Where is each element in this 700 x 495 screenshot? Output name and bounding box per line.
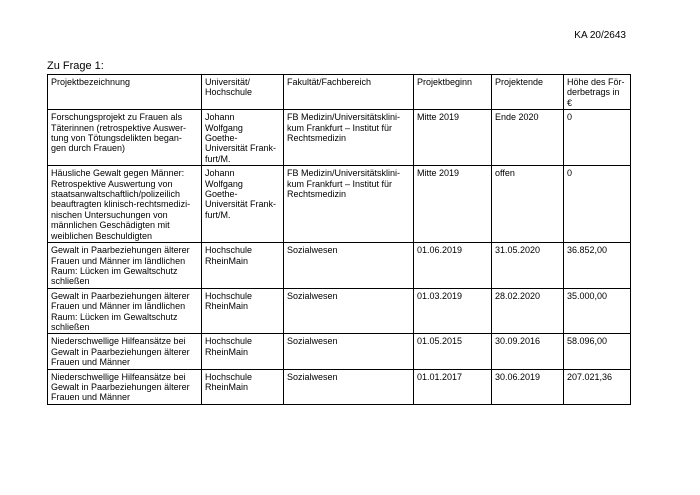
cell-funding-amount: 207.021,36 xyxy=(564,369,631,404)
cell-project-end: Ende 2020 xyxy=(492,110,564,166)
cell-faculty: Sozialwesen xyxy=(284,369,414,404)
table-row xyxy=(48,166,631,243)
header-funding-amount: Höhe des För- derbetrags in € xyxy=(564,75,631,110)
cell-project-name: Gewalt in Paarbeziehungen älterer Frauen und Männer im ländlichen Raum: Lücken im Gewaltschutz schließen xyxy=(48,243,202,289)
cell-project-start: Mitte 2019 xyxy=(414,110,492,166)
table-row xyxy=(48,369,631,404)
cell-project-start: 01.01.2017 xyxy=(414,369,492,404)
table-row xyxy=(48,288,631,334)
cell-project-name: Gewalt in Paarbeziehungen älterer Frauen und Männer im ländlichen Raum: Lücken im Gewaltschutz schließen xyxy=(48,288,202,334)
cell-university: Hochschule RheinMain xyxy=(202,243,284,289)
cell-university: Hochschule RheinMain xyxy=(202,334,284,369)
cell-faculty: Sozialwesen xyxy=(284,288,414,334)
cell-faculty: Sozialwesen xyxy=(284,334,414,369)
cell-university: Johann Wolfgang Goethe- Universität Frank- furt/M. xyxy=(202,166,284,243)
cell-project-start: 01.06.2019 xyxy=(414,243,492,289)
cell-funding-amount: 58.096,00 xyxy=(564,334,631,369)
header-project-start: Projektbeginn xyxy=(414,75,492,110)
cell-project-end: 30.09.2016 xyxy=(492,334,564,369)
cell-project-end: 31.05.2020 xyxy=(492,243,564,289)
header-faculty: Fakultät/Fachbereich xyxy=(284,75,414,110)
cell-funding-amount: 0 xyxy=(564,166,631,243)
header-university: Universität/ Hochschule xyxy=(202,75,284,110)
table-row xyxy=(48,243,631,289)
table-row xyxy=(48,110,631,166)
cell-project-start: 01.05.2015 xyxy=(414,334,492,369)
table-header-row xyxy=(48,75,631,110)
header-project-name: Projektbezeichnung xyxy=(48,75,202,110)
cell-funding-amount: 35.000,00 xyxy=(564,288,631,334)
cell-project-end: 28.02.2020 xyxy=(492,288,564,334)
cell-funding-amount: 36.852,00 xyxy=(564,243,631,289)
cell-university: Johann Wolfgang Goethe- Universität Frank- furt/M. xyxy=(202,110,284,166)
cell-university: Hochschule RheinMain xyxy=(202,369,284,404)
cell-project-start: Mitte 2019 xyxy=(414,166,492,243)
document-reference: KA 20/2643 xyxy=(574,30,626,41)
cell-project-name: Niederschwellige Hilfeansätze bei Gewalt in Paarbeziehungen älterer Frauen und Männer xyxy=(48,334,202,369)
cell-faculty: FB Medizin/Universitätsklini- kum Frankfurt – Institut für Rechtsmedizin xyxy=(284,166,414,243)
section-heading: Zu Frage 1: xyxy=(47,60,104,72)
projects-table xyxy=(47,74,631,405)
cell-project-name: Häusliche Gewalt gegen Männer: Retrospektive Auswertung von staatsanwaltschaftlich/polizeilich beauftragten klinisch-rechtsmedizi- nischen Untersuchungen von männlichen Geschädigten mit weiblichen Beschuldigten xyxy=(48,166,202,243)
cell-project-name: Forschungsprojekt zu Frauen als Täterinnen (retrospektive Auswer- tung von Tötungsdelikten began- gen durch Frauen) xyxy=(48,110,202,166)
cell-project-end: offen xyxy=(492,166,564,243)
cell-project-end: 30.06.2019 xyxy=(492,369,564,404)
cell-funding-amount: 0 xyxy=(564,110,631,166)
cell-project-start: 01.03.2019 xyxy=(414,288,492,334)
cell-faculty: FB Medizin/Universitätsklini- kum Frankfurt – Institut für Rechtsmedizin xyxy=(284,110,414,166)
header-project-end: Projektende xyxy=(492,75,564,110)
cell-university: Hochschule RheinMain xyxy=(202,288,284,334)
cell-project-name: Niederschwellige Hilfeansätze bei Gewalt in Paarbeziehungen älterer Frauen und Männer xyxy=(48,369,202,404)
cell-faculty: Sozialwesen xyxy=(284,243,414,289)
table-row xyxy=(48,334,631,369)
